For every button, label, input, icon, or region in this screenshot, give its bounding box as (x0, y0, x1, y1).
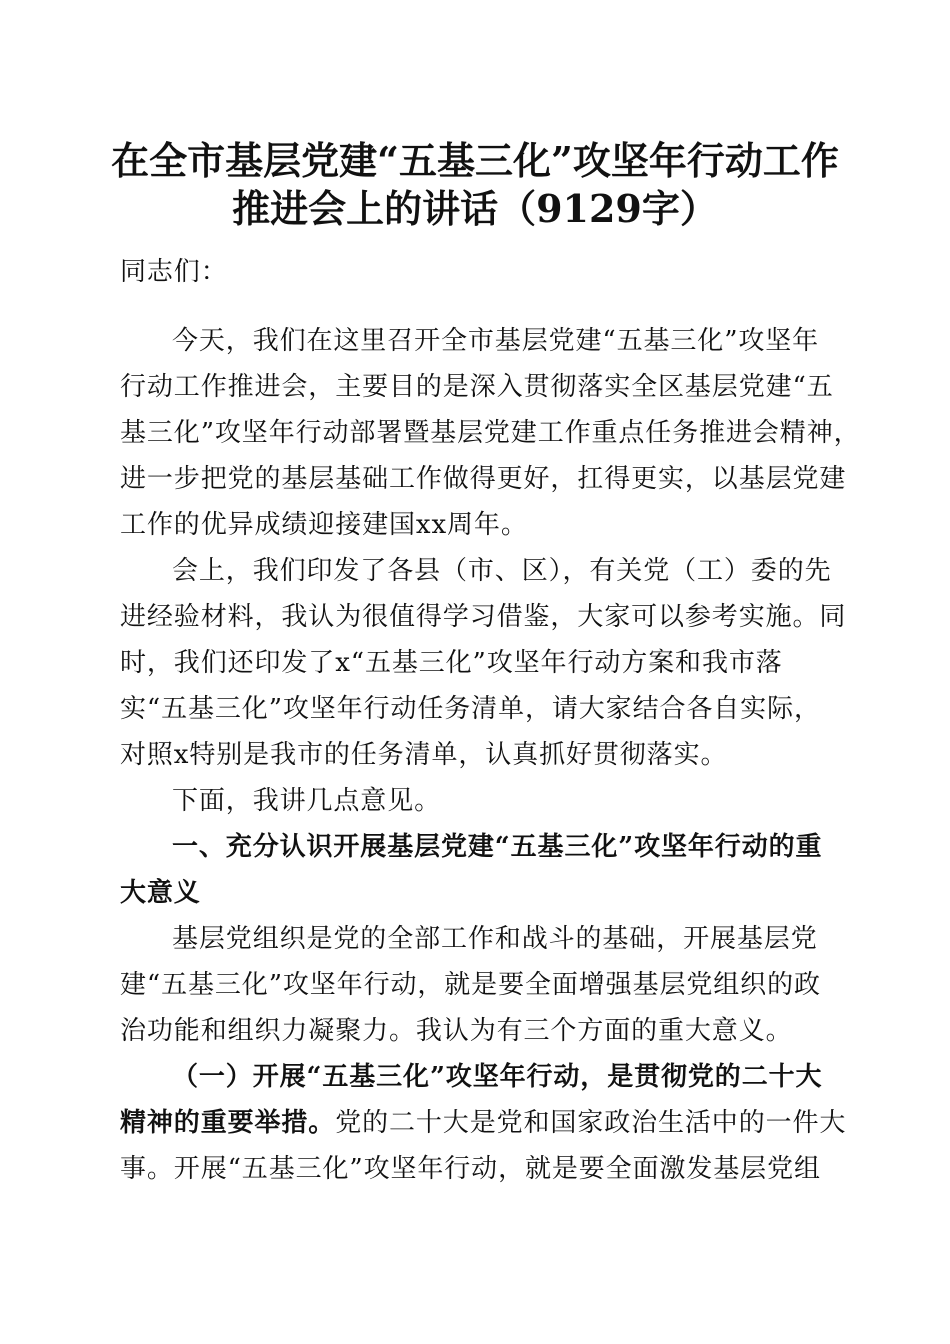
paragraph-2-line-1: 会上，我们印发了各县（市、区），有关党（工）委的先 (172, 556, 832, 586)
document-title-line-2: 推进会上的讲话（9129字） (232, 186, 718, 231)
paragraph-2-line-2: 进经验材料，我认为很值得学习借鉴，大家可以参考实施。同 (120, 602, 847, 632)
paragraph-1-line-5: 工作的优异成绩迎接建国xx周年。 (120, 510, 528, 540)
paragraph-4-line-1: 基层党组织是党的全部工作和战斗的基础，开展基层党 (172, 924, 818, 954)
paragraph-4-line-3: 治功能和组织力凝聚力。我认为有三个方面的重大意义。 (120, 1016, 793, 1046)
subsection-heading-1-continued: 精神的重要举措。 (120, 1108, 336, 1138)
paragraph-1-line-3: 基三化”攻坚年行动部署暨基层党建工作重点任务推进会精神， (120, 418, 861, 448)
paragraph-2-line-4: 实“五基三化”攻坚年行动任务清单，请大家结合各自实际， (120, 694, 821, 724)
paragraph-1-line-1: 今天，我们在这里召开全市基层党建“五基三化”攻坚年 (172, 326, 820, 356)
subsection-heading-1: （一）开展“五基三化”攻坚年行动，是贯彻党的二十大 (172, 1062, 823, 1092)
salutation: 同志们： (120, 257, 228, 287)
paragraph-1-line-4: 进一步把党的基层基础工作做得更好，扛得更实，以基层党建 (120, 464, 847, 494)
paragraph-5-line-3: 事。开展“五基三化”攻坚年行动，就是要全面激发基层党组 (120, 1154, 821, 1184)
paragraph-2-line-5: 对照x特别是我市的任务清单，认真抓好贯彻落实。 (120, 740, 728, 770)
paragraph-3: 下面，我讲几点意见。 (172, 786, 442, 816)
paragraph-5-text: 党的二十大是党和国家政治生活中的一件大 (335, 1108, 847, 1138)
paragraph-2-line-3: 时，我们还印发了x“五基三化”攻坚年行动方案和我市落 (120, 648, 783, 678)
paragraph-4-line-2: 建“五基三化”攻坚年行动，就是要全面增强基层党组织的政 (120, 970, 821, 1000)
section-heading-1-line-1: 一、充分认识开展基层党建“五基三化”攻坚年行动的重 (172, 832, 823, 862)
section-heading-1-line-2: 大意义 (120, 878, 201, 908)
paragraph-1-line-2: 行动工作推进会，主要目的是深入贯彻落实全区基层党建“五 (120, 372, 834, 402)
paragraph-5-line-2 (120, 1105, 847, 1141)
document-title-line-1: 在全市基层党建“五基三化”攻坚年行动工作 (111, 138, 839, 183)
